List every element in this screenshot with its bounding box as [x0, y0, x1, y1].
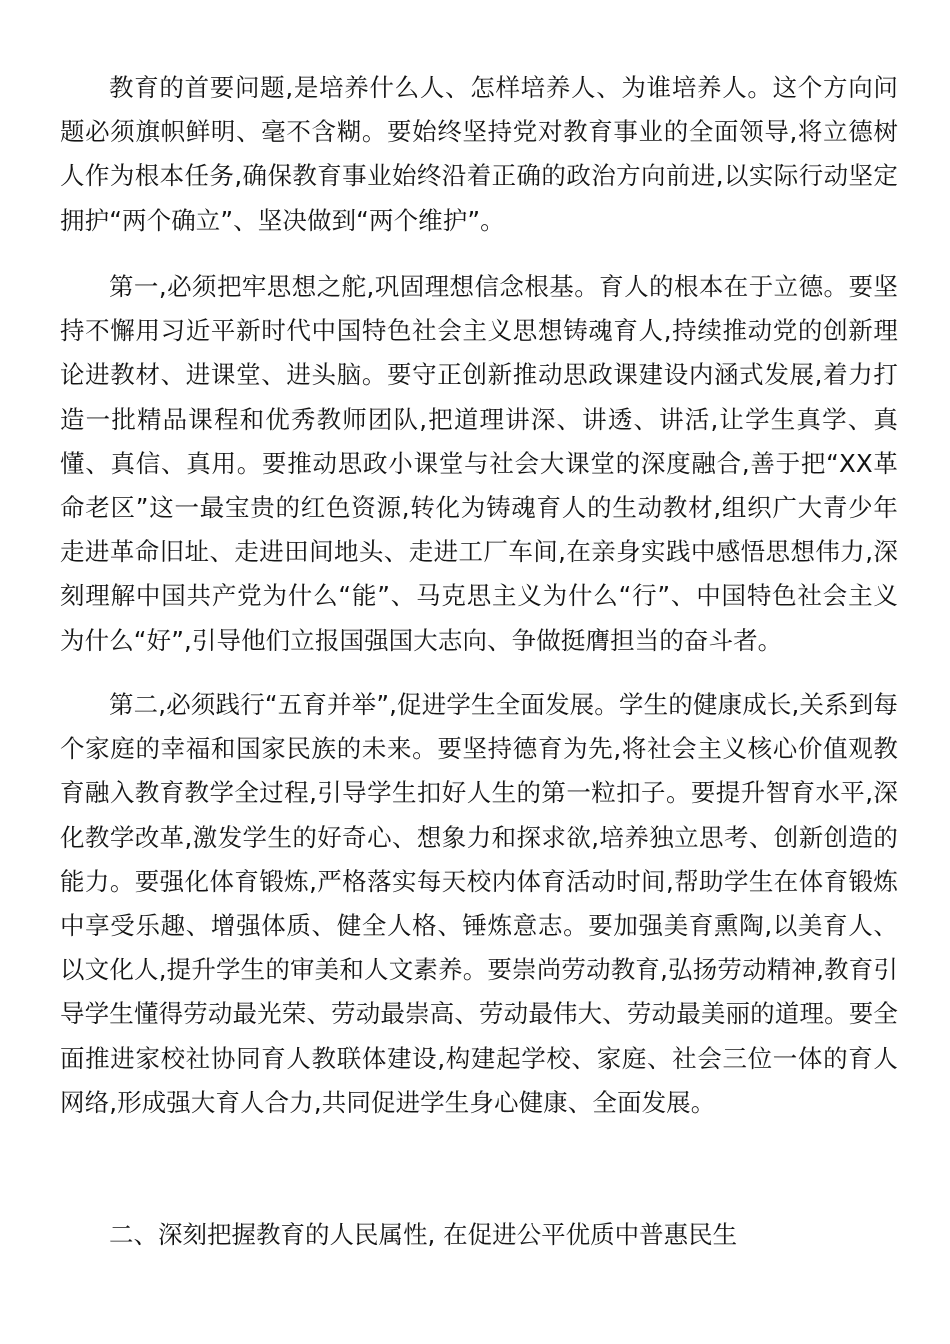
paragraph-education-direction	[60, 66, 898, 243]
paragraph-text: 教育的首要问题,是培养什么人、怎样培养人、为谁培养人。这个方向问题必须旗帜鲜明、毫不含糊。要始终坚持党对教育事业的全面领导,将立德树人作为根本任务,确保教育事业始终沿着正确的政治方向前进,以实际行动坚定拥护“两个确立”、坚决做到“两个维护”。	[60, 73, 898, 235]
section-heading: 二、深刻把握教育的人民属性, 在促进公平优质中普惠民生	[109, 1220, 738, 1249]
paragraph-ideals-and-beliefs	[60, 265, 898, 663]
paragraph-text: 第一,必须把牢思想之舵,巩固理想信念根基。育人的根本在于立德。要坚持不懈用习近平新时代中国特色社会主义思想铸魂育人,持续推动党的创新理论进教材、进课堂、进头脑。要守正创新推动思政课建设内涵式发展,着力打造一批精品课程和优秀教师团队,把道理讲深、讲透、讲活,让学生真学、真懂、真信、真用。要推动思政小课堂与社会大课堂的深度融合,善于把“XX革命老区”这一最宝贵的红色资源,转化为铸魂育人的生动教材,组织广大青少年走进革命旧址、走进田间地头、走进工厂车间,在亲身实践中感悟思想伟力,深刻理解中国共产党为什么“能”、马克思主义为什么“行”、中国特色社会主义为什么“好”,引导他们立报国强国大志向、争做挺膺担当的奋斗者。	[60, 272, 898, 655]
paragraph-text: 第二,必须践行“五育并举”,促进学生全面发展。学生的健康成长,关系到每个家庭的幸福和国家民族的未来。要坚持德育为先,将社会主义核心价值观教育融入教育教学全过程,引导学生扣好人生的第一粒扣子。要提升智育水平,深化教学改革,激发学生的好奇心、想象力和探求欲,培养独立思考、创新创造的能力。要强化体育锻炼,严格落实每天校内体育活动时间,帮助学生在体育锻炼中享受乐趣、增强体质、健全人格、锤炼意志。要加强美育熏陶,以美育人、以文化人,提升学生的审美和人文素养。要崇尚劳动教育,弘扬劳动精神,教育引导学生懂得劳动最光荣、劳动最崇高、劳动最伟大、劳动最美丽的道理。要全面推进家校社协同育人教联体建设,构建起学校、家庭、社会三位一体的育人网络,形成强大育人合力,共同促进学生身心健康、全面发展。	[60, 690, 898, 1117]
paragraph-five-educations	[60, 683, 898, 1125]
